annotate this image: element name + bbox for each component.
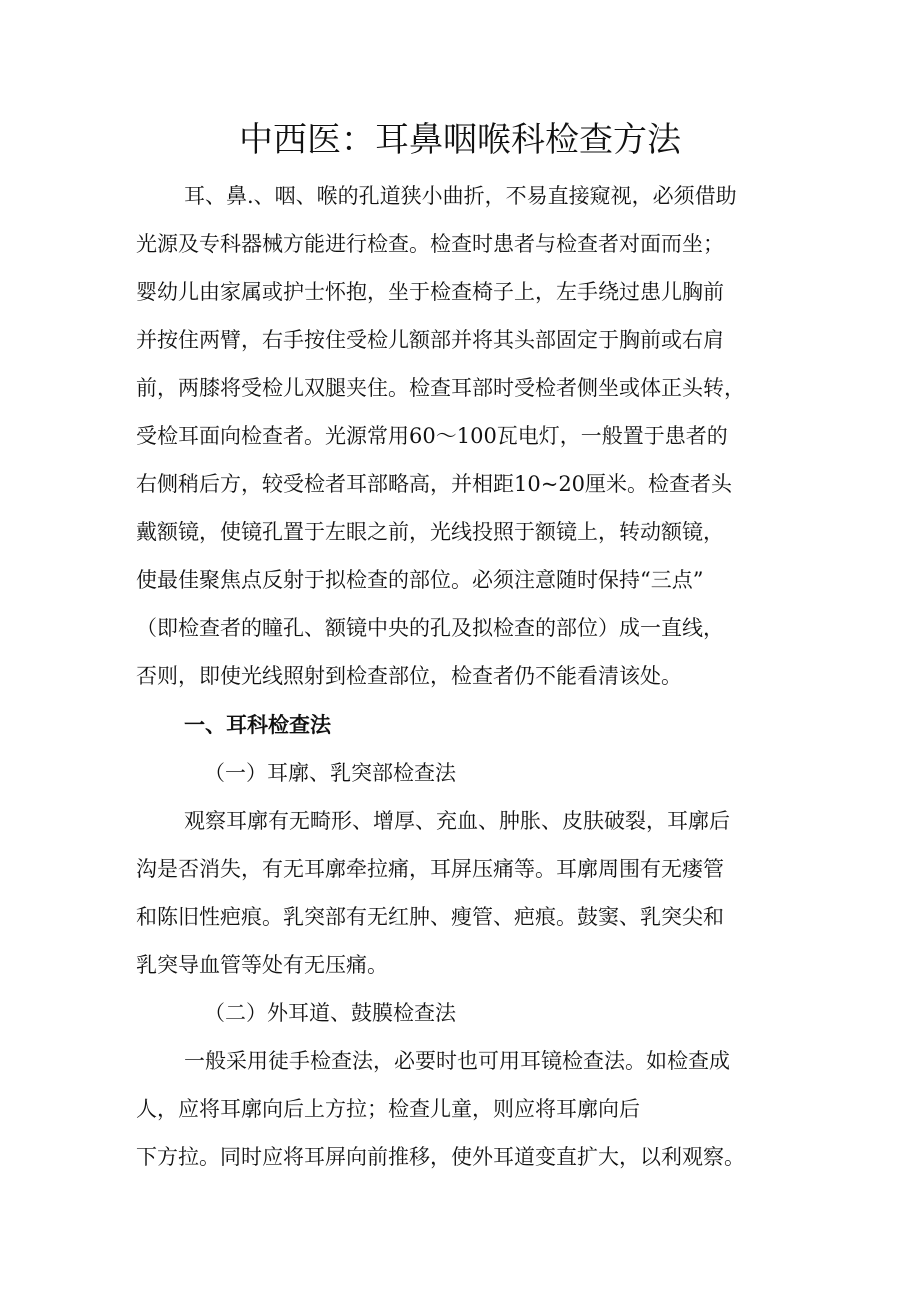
intro-line-4: 并按住两臂，右手按住受检儿额部并将其头部固定于胸前或右肩 <box>136 328 724 352</box>
sub1-line-3: 和陈旧性疤痕。乳突部有无红肿、瘦管、疤痕。鼓窦、乳突尖和 <box>136 905 724 929</box>
intro-line-2: 光源及专科器械方能进行检查。检查时患者与检查者对面而坐； <box>136 232 724 256</box>
section-heading-ear-exam: 一、耳科检查法 <box>184 713 331 737</box>
intro-line-11: 否则，即使光线照射到检查部位，检查者仍不能看清该处。 <box>136 664 682 688</box>
intro-line-6: 受检耳面向检查者。光源常用60～100瓦电灯，一般置于患者的 <box>136 424 728 448</box>
sub1-line-4: 乳突导血管等处有无压痛。 <box>136 953 388 977</box>
sub2-line-3: 下方拉。同时应将耳屏向前推移，使外耳道变直扩大，以利观察。 <box>136 1145 745 1169</box>
intro-line-3: 婴幼儿由家属或护士怀抱，坐于检查椅子上，左手绕过患儿胸前 <box>136 280 724 304</box>
subsection-heading-ear-canal-eardrum: （二）外耳道、鼓膜检查法 <box>204 1001 456 1025</box>
sub1-line-2: 沟是否消失，有无耳廓牵拉痛，耳屏压痛等。耳廓周围有无瘘管 <box>136 857 724 881</box>
intro-line-9: 使最佳聚焦点反射于拟检查的部位。必须注意随时保持“三点” <box>136 568 704 592</box>
intro-line-5: 前，两膝将受检儿双腿夹住。检查耳部时受检者侧坐或体正头转， <box>136 376 745 400</box>
subsection-heading-auricle-mastoid: （一）耳廓、乳突部检查法 <box>204 761 456 785</box>
intro-line-1: 耳、鼻.、咽、喉的孔道狭小曲折，不易直接窥视，必须借助 <box>184 184 737 208</box>
page-title: 中西医：耳鼻咽喉科检查方法 <box>239 120 681 160</box>
sub1-line-1: 观察耳廓有无畸形、增厚、充血、肿胀、皮肤破裂，耳廓后 <box>184 809 730 833</box>
sub2-line-2: 人，应将耳廓向后上方拉；检查儿童，则应将耳廓向后 <box>136 1097 640 1121</box>
intro-line-7: 右侧稍后方，较受检者耳部略高，并相距10~20厘米。检查者头 <box>136 472 733 496</box>
intro-line-8: 戴额镜，使镜孔置于左眼之前，光线投照于额镜上，转动额镜， <box>136 520 724 544</box>
intro-line-10: （即检查者的瞳孔、额镜中央的孔及拟检查的部位）成一直线， <box>136 616 724 640</box>
sub2-line-1: 一般采用徒手检查法，必要时也可用耳镜检查法。如检查成 <box>184 1049 730 1073</box>
